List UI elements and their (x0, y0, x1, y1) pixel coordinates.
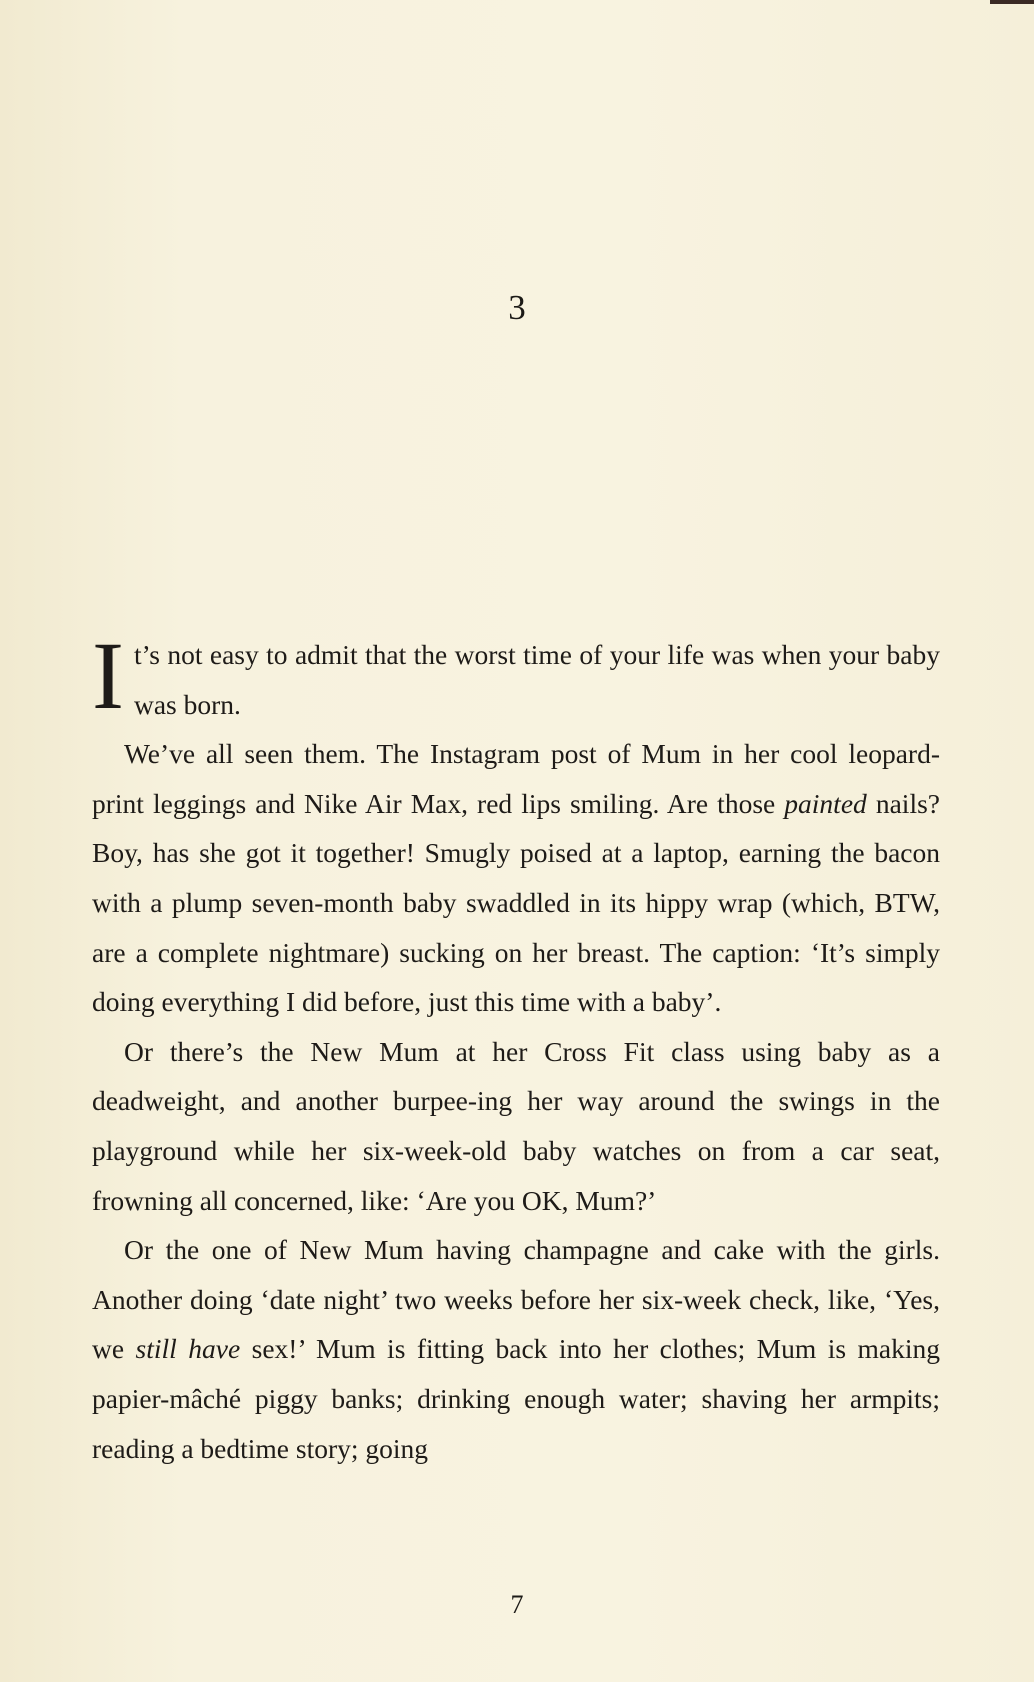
paragraph-2-text-a: We’ve all seen them. The Instagram post of Mum in her cool leopard-print leggings and Nike Air Max, red lips smiling. Are those (92, 738, 940, 819)
drop-cap: I (92, 622, 124, 729)
page-number: 7 (510, 1590, 524, 1619)
paragraph-2-text-b: nails? Boy, has she got it together! Smugly poised at a laptop, earning the bacon with a plump seven-month baby swaddled in its hippy wrap (which, BTW, are a complete nightmare) sucking on her breast. The caption: ‘It’s simply doing everything I did before, just this time with a baby’. (92, 787, 940, 1018)
paragraph-1-text: t’s not easy to admit that the worst time of your life was when your baby was born. (133, 639, 940, 720)
page-edge-mark (990, 0, 1034, 4)
paragraph-1 (92, 622, 940, 729)
chapter-number: 3 (508, 288, 526, 327)
paragraph-3-text: Or there’s the New Mum at her Cross Fit class using baby as a deadweight, and another burpee-ing her way around the swings in the playground while her six-week-old baby watches on from a car seat, frowning all concerned, like: ‘Are you OK, Mum?’ (92, 1035, 940, 1216)
paragraph-4 (92, 1225, 940, 1473)
chapter-body (92, 622, 940, 1473)
paragraph-3 (92, 1027, 940, 1225)
paragraph-2 (92, 729, 940, 1027)
paragraph-4-text-b: sex!’ Mum is fitting back into her clothes; Mum is making papier-mâché piggy banks; drinking enough water; shaving her armpits; reading a bedtime story; going (92, 1333, 940, 1464)
paragraph-4-text-a: Or the one of New Mum having champagne and cake with the girls. Another doing ‘date night’ two weeks before her six-week check, like, ‘Yes, we (92, 1234, 940, 1365)
paragraph-2-emphasis: painted (784, 787, 867, 819)
paragraph-4-emphasis: still have (135, 1333, 241, 1365)
